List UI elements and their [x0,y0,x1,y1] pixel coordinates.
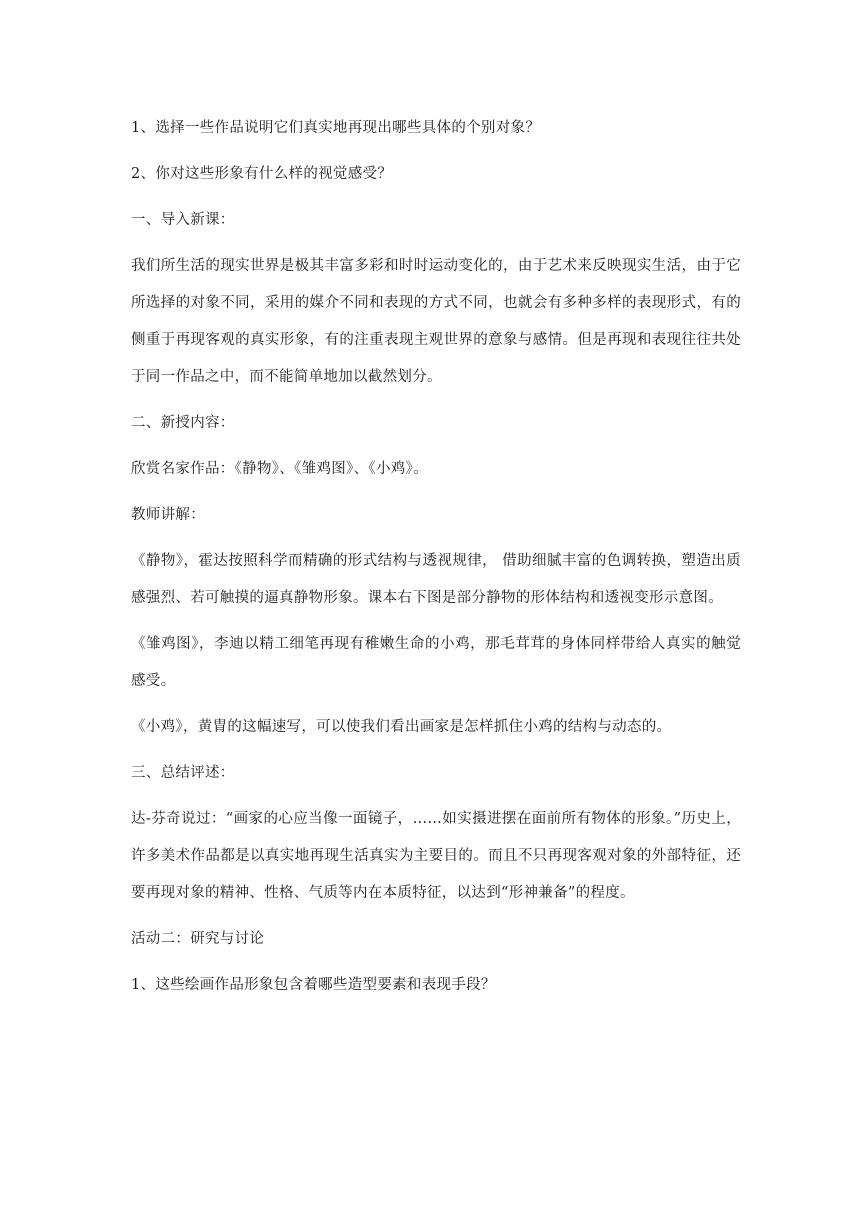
appreciation-line: 欣赏名家作品：《静物》、《雏鸡图》、《小鸡》。 [131,461,428,477]
section-heading-intro: 一、导入新课： [131,212,235,228]
section-heading-new-content: 二、新授内容： [131,415,235,431]
summary-paragraph: 达-芬奇说过：“画家的心应当像一面镜子，……如实摄进摆在面前所有物体的形象。”历史上，许多美术作品都是以真实地再现生活真实为主要目的。而且不只再现客观对象的外部特征，还要再现对象的精神、性格、气质等内在本质特征，以达到“形神兼备”的程度。 [131,811,741,901]
question-2: 2、你对这些形象有什么样的视觉感受？ [131,166,393,182]
document-body [131,110,741,1013]
discussion-question-1: 1、这些绘画作品形象包含着哪些造型要素和表现手段？ [131,977,496,993]
teacher-explanation-heading: 教师讲解： [131,507,205,523]
activity-two-heading: 活动二：研究与讨论 [131,931,265,947]
section-heading-summary: 三、总结评述： [131,765,235,781]
chick-painting-paragraph: 《雏鸡图》，李迪以精工细笔再现有稚嫩生命的小鸡，那毛茸茸的身体同样带给人真实的触觉感受。 [131,636,741,689]
question-1: 1、选择一些作品说明它们真实地再现出哪些具体的个别对象？ [131,120,541,136]
intro-paragraph: 我们所生活的现实世界是极其丰富多彩和时时运动变化的，由于艺术来反映现实生活，由于它所选择的对象不同，采用的媒介不同和表现的方式不同，也就会有多种多样的表现形式，有的侧重于再现客观的真实形象，有的注重表现主观世界的意象与感情。但是再现和表现往往共处于同一作品之中，而不能简单地加以截然划分。 [131,258,741,385]
still-life-paragraph: 《静物》，霍达按照科学而精确的形式结构与透视规律， 借助细腻丰富的色调转换，塑造出质感强烈、若可触摸的逼真静物形象。课本右下图是部分静物的形体结构和透视变形示意图。 [131,553,741,606]
chick-sketch-paragraph: 《小鸡》，黄胄的这幅速写，可以使我们看出画家是怎样抓住小鸡的结构与动态的。 [131,719,672,735]
